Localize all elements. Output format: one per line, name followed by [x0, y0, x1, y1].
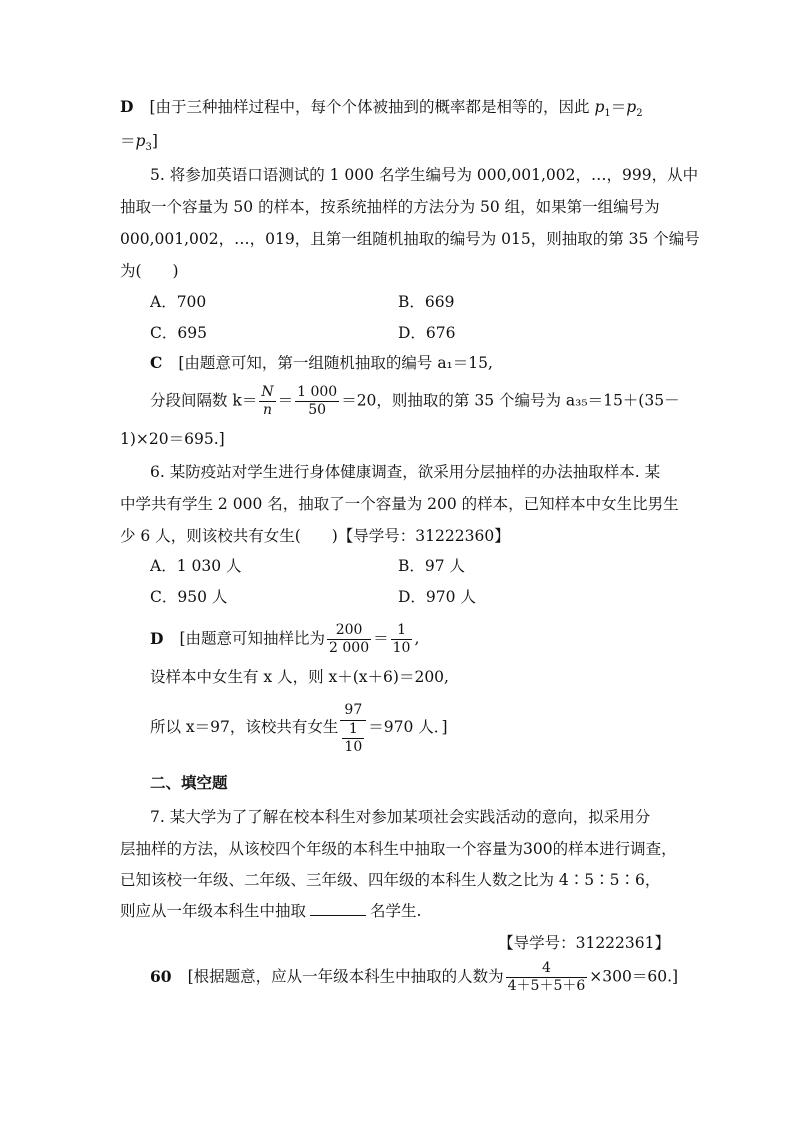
section-title: 二、填空题 — [150, 773, 228, 792]
q5-answer-line1: C [由题意可知，第一组随机抽取的编号 a₁＝15, — [150, 353, 493, 372]
q5-line1: 5. 将参加英语口语测试的 1 000 名学生编号为 000,001,002，…，999，从中 — [150, 166, 699, 184]
q7-line3: 已知该校一年级、二年级、三年级、四年级的本科生人数之比为 4∶5∶5∶6， — [120, 871, 661, 889]
q5-option-a: A．700 — [150, 293, 207, 311]
q6-line3: 少 6 人，则该校共有女生( )【导学号：31222360】 — [120, 527, 510, 545]
q4-answer-text: [由于三种抽样过程中，每个个体被抽到的概率都是相等的，因此 — [149, 98, 595, 116]
q6-option-b: B．97 人 — [398, 557, 466, 575]
q6-line2: 中学共有学生 2 000 名，抽取了一个容量为 200 的样本，已知样本中女生比男生 — [120, 495, 679, 513]
q5-option-d: D．676 — [398, 324, 456, 342]
q5-line2: 抽取一个容量为 50 的样本，按系统抽样的方法分为 50 组，如果第一组编号为 — [120, 198, 660, 216]
q6-option-a: A．1 030 人 — [150, 557, 242, 575]
q5-option-b: B．669 — [398, 293, 455, 311]
fraction: $\frac{1}{10}$ — [392, 622, 411, 656]
q4-answer-line2: $=p_3$] — [120, 132, 158, 154]
fraction: $\frac{N}{n}$ — [261, 384, 274, 418]
q6-answer-letter: D — [150, 628, 164, 648]
complex-fraction: $\frac{97}{\frac{1}{10}}$ — [340, 700, 366, 756]
fraction: $\frac{200}{2 000}$ — [329, 622, 370, 656]
q5-line3: 000,001,002，…，019，且第一组随机抽取的编号为 015，则抽取的第 35 个编号 — [120, 230, 700, 248]
q6-option-c: C．950 人 — [150, 588, 228, 606]
q4-answer-line1: D [由于三种抽样过程中，每个个体被抽到的概率都是相等的，因此 $p_1=p_2$ — [120, 97, 643, 120]
fraction: $\frac{1 000}{50}$ — [297, 384, 338, 418]
q7-answer-line: 60 [根据题意，应从一年级本科生中抽取的人数为 $\frac{4}{4+5+5+6}$ ×300＝60.] — [150, 960, 679, 994]
q5-option-c: C．695 — [150, 324, 207, 342]
q5-answer-letter: C — [150, 353, 163, 372]
q6-answer-line3: 所以 x＝97，该校共有女生 $\frac{97}{\frac{1}{10}}$ ＝970 人．] — [150, 702, 448, 755]
q7-guide-number: 【导学号：31222361】 — [498, 934, 670, 952]
q6-option-d: D．970 人 — [398, 588, 476, 606]
q5-answer-line2: 分段间隔数 k＝ $\frac{N}{n}$ ＝ $\frac{1 000}{50}$ ＝20，则抽取的第 35 个编号为 a₃₅＝15＋(35－ — [150, 384, 680, 418]
q7-line2: 层抽样的方法，从该校四个年级的本科生中抽取一个容量为300的样本进行调查， — [120, 840, 677, 858]
answer-blank — [310, 901, 366, 916]
q7-answer-value: 60 — [150, 966, 172, 986]
fraction: $\frac{4}{4+5+5+6}$ — [507, 960, 586, 994]
q4-answer-letter: D — [120, 97, 134, 116]
q6-answer-line1: D [由题意可知抽样比为 $\frac{200}{2 000}$ ＝ $\frac{1}{10}$ , — [150, 622, 420, 656]
q6-line1: 6. 某防疫站对学生进行身体健康调查，欲采用分层抽样的办法抽取样本. 某 — [150, 463, 661, 481]
q5-answer-line3: 1)×20＝695.] — [120, 430, 225, 448]
q7-line1: 7. 某大学为了了解在校本科生对参加某项社会实践活动的意向，拟采用分 — [150, 808, 651, 826]
q6-answer-line2: 设样本中女生有 x 人，则 x＋(x＋6)＝200, — [150, 668, 449, 686]
q5-line4: 为( ) — [120, 262, 179, 280]
q7-line4: 则应从一年级本科生中抽取 名学生. — [120, 902, 422, 920]
